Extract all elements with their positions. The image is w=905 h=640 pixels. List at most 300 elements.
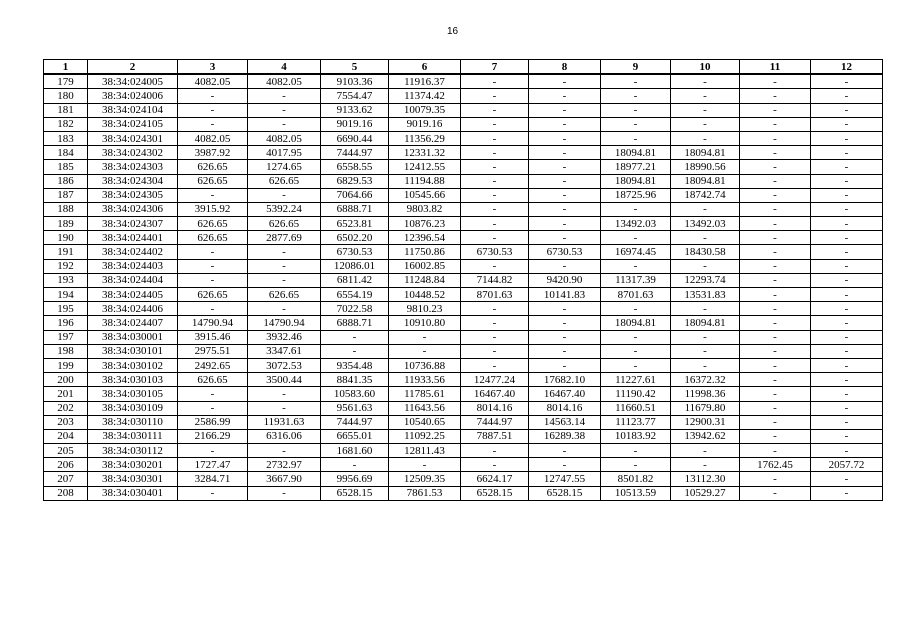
table-cell: - <box>601 131 671 145</box>
table-cell: - <box>740 74 811 89</box>
table-cell: - <box>740 146 811 160</box>
table-cell: - <box>811 89 883 103</box>
table-cell: - <box>529 117 601 131</box>
table-row <box>44 89 883 103</box>
table-cell: 38:34:030111 <box>88 429 178 443</box>
table-cell: 8841.35 <box>321 373 389 387</box>
table-cell: - <box>461 103 529 117</box>
column-header: 3 <box>178 60 248 75</box>
table-cell: - <box>529 231 601 245</box>
table-cell: - <box>811 160 883 174</box>
table-cell: 10183.92 <box>601 429 671 443</box>
table-cell: 38:34:024302 <box>88 146 178 160</box>
table-cell: 204 <box>44 429 88 443</box>
table-cell: 9019.16 <box>321 117 389 131</box>
table-row <box>44 373 883 387</box>
table-cell: - <box>601 202 671 216</box>
column-header: 2 <box>88 60 178 75</box>
table-cell: - <box>811 373 883 387</box>
column-header: 10 <box>671 60 740 75</box>
table-row <box>44 160 883 174</box>
table-cell: - <box>740 415 811 429</box>
table-cell: 38:34:024303 <box>88 160 178 174</box>
table-cell: - <box>740 117 811 131</box>
table-cell: 202 <box>44 401 88 415</box>
table-cell: - <box>671 458 740 472</box>
table-cell: 187 <box>44 188 88 202</box>
table-cell: - <box>740 202 811 216</box>
table-cell: - <box>811 117 883 131</box>
table-cell: 38:34:030401 <box>88 486 178 500</box>
table-cell: - <box>740 188 811 202</box>
table-cell: 14790.94 <box>248 316 321 330</box>
table-cell: 6811.42 <box>321 273 389 287</box>
table-cell: 206 <box>44 458 88 472</box>
table-cell: - <box>529 358 601 372</box>
table-cell: 626.65 <box>178 174 248 188</box>
table-cell: - <box>811 472 883 486</box>
table-cell: 11248.84 <box>389 273 461 287</box>
table-cell: - <box>529 74 601 89</box>
table-cell: 10583.60 <box>321 387 389 401</box>
table-cell: 3072.53 <box>248 358 321 372</box>
table-cell: 9810.23 <box>389 302 461 316</box>
table-cell: 11785.61 <box>389 387 461 401</box>
table-cell: - <box>671 302 740 316</box>
table-cell: 18977.21 <box>601 160 671 174</box>
table-cell: - <box>389 344 461 358</box>
table-cell: 6624.17 <box>461 472 529 486</box>
table-cell: - <box>461 316 529 330</box>
table-cell: 6730.53 <box>321 245 389 259</box>
table-cell: 190 <box>44 231 88 245</box>
column-header: 8 <box>529 60 601 75</box>
table-row <box>44 146 883 160</box>
table-cell: 38:34:024401 <box>88 231 178 245</box>
table-cell: - <box>671 259 740 273</box>
table-row <box>44 188 883 202</box>
table-cell: 10540.65 <box>389 415 461 429</box>
table-cell: 10876.23 <box>389 217 461 231</box>
table-cell: 16974.45 <box>601 245 671 259</box>
table-cell: - <box>601 458 671 472</box>
table-cell: 203 <box>44 415 88 429</box>
table-row <box>44 302 883 316</box>
table-cell: 197 <box>44 330 88 344</box>
table-row <box>44 259 883 273</box>
table-cell: 179 <box>44 74 88 89</box>
table-cell: - <box>740 174 811 188</box>
table-cell: 12509.35 <box>389 472 461 486</box>
table-cell: 13492.03 <box>671 217 740 231</box>
table-cell: 11190.42 <box>601 387 671 401</box>
table-cell: 38:34:030101 <box>88 344 178 358</box>
table-cell: - <box>740 245 811 259</box>
table-cell: 11750.86 <box>389 245 461 259</box>
table-cell: 3284.71 <box>178 472 248 486</box>
table-cell: - <box>740 373 811 387</box>
table-row <box>44 458 883 472</box>
table-cell: 185 <box>44 160 88 174</box>
table-cell: 7022.58 <box>321 302 389 316</box>
table-cell: 16002.85 <box>389 259 461 273</box>
table-cell: - <box>601 89 671 103</box>
table-cell: 7444.97 <box>321 146 389 160</box>
table-cell: - <box>740 217 811 231</box>
table-cell: 10529.27 <box>671 486 740 500</box>
table-cell: 12811.43 <box>389 444 461 458</box>
table-cell: 38:34:024304 <box>88 174 178 188</box>
table-cell: - <box>740 330 811 344</box>
table-cell: 6888.71 <box>321 202 389 216</box>
table-cell: 11194.88 <box>389 174 461 188</box>
column-header: 6 <box>389 60 461 75</box>
table-cell: 38:34:030103 <box>88 373 178 387</box>
table-cell: 8501.82 <box>601 472 671 486</box>
table-cell: - <box>601 74 671 89</box>
table-cell: - <box>811 231 883 245</box>
table-cell: 16289.38 <box>529 429 601 443</box>
table-cell: 4017.95 <box>248 146 321 160</box>
table-cell: 11092.25 <box>389 429 461 443</box>
table-cell: - <box>529 316 601 330</box>
table-cell: 18725.96 <box>601 188 671 202</box>
table-cell: - <box>811 330 883 344</box>
table-row <box>44 415 883 429</box>
table-cell: 38:34:030112 <box>88 444 178 458</box>
table-cell: - <box>178 302 248 316</box>
table-cell: - <box>461 358 529 372</box>
table-cell: 14563.14 <box>529 415 601 429</box>
table-cell: 3667.90 <box>248 472 321 486</box>
table-cell: - <box>461 302 529 316</box>
table-cell: 38:34:024405 <box>88 288 178 302</box>
table-cell: - <box>811 74 883 89</box>
table-cell: - <box>601 231 671 245</box>
table-cell: - <box>529 131 601 145</box>
table-cell: - <box>529 103 601 117</box>
table-cell: - <box>811 131 883 145</box>
table-cell: - <box>811 245 883 259</box>
table-cell: 201 <box>44 387 88 401</box>
table-cell: - <box>529 217 601 231</box>
table-cell: 13531.83 <box>671 288 740 302</box>
table-cell: 9803.82 <box>389 202 461 216</box>
table-cell: - <box>178 245 248 259</box>
table-cell: - <box>248 302 321 316</box>
table-cell: 626.65 <box>178 231 248 245</box>
table-cell: - <box>811 429 883 443</box>
table-row <box>44 472 883 486</box>
table-cell: 11933.56 <box>389 373 461 387</box>
table-cell: 180 <box>44 89 88 103</box>
table-cell: - <box>671 103 740 117</box>
table-cell: 8014.16 <box>461 401 529 415</box>
table-cell: - <box>740 302 811 316</box>
table-cell: 195 <box>44 302 88 316</box>
table-cell: 191 <box>44 245 88 259</box>
table-cell: - <box>529 188 601 202</box>
table-cell: 13942.62 <box>671 429 740 443</box>
table-cell: 6730.53 <box>529 245 601 259</box>
table-row <box>44 273 883 287</box>
table-cell: - <box>601 259 671 273</box>
table-cell: 182 <box>44 117 88 131</box>
table-cell: 12396.54 <box>389 231 461 245</box>
table-cell: 11931.63 <box>248 415 321 429</box>
table-cell: 38:34:030102 <box>88 358 178 372</box>
table-cell: 189 <box>44 217 88 231</box>
table-cell: - <box>671 117 740 131</box>
table-cell: - <box>811 174 883 188</box>
table-cell: 38:34:030110 <box>88 415 178 429</box>
table-cell: 626.65 <box>248 174 321 188</box>
table-cell: - <box>321 330 389 344</box>
table-cell: - <box>529 444 601 458</box>
table-cell: - <box>248 89 321 103</box>
table-cell: 4082.05 <box>178 131 248 145</box>
table-cell: 200 <box>44 373 88 387</box>
table-cell: 183 <box>44 131 88 145</box>
table-cell: 14790.94 <box>178 316 248 330</box>
column-header: 11 <box>740 60 811 75</box>
table-cell: 17682.10 <box>529 373 601 387</box>
table-cell: 7064.66 <box>321 188 389 202</box>
table-cell: - <box>740 231 811 245</box>
table-cell: 12747.55 <box>529 472 601 486</box>
table-cell: 186 <box>44 174 88 188</box>
table-cell: - <box>811 486 883 500</box>
table-row <box>44 245 883 259</box>
table-row <box>44 117 883 131</box>
table-cell: 208 <box>44 486 88 500</box>
table-row <box>44 288 883 302</box>
table-cell: 626.65 <box>248 217 321 231</box>
table-cell: 626.65 <box>248 288 321 302</box>
table-cell: - <box>811 344 883 358</box>
table-cell: 188 <box>44 202 88 216</box>
table-cell: - <box>671 74 740 89</box>
table-cell: 6502.20 <box>321 231 389 245</box>
table-cell: 38:34:024105 <box>88 117 178 131</box>
column-header: 7 <box>461 60 529 75</box>
table-cell: 7554.47 <box>321 89 389 103</box>
table-cell: 7444.97 <box>461 415 529 429</box>
table-cell: 3915.46 <box>178 330 248 344</box>
table-cell: 184 <box>44 146 88 160</box>
table-cell: 194 <box>44 288 88 302</box>
table-cell: 6888.71 <box>321 316 389 330</box>
table-cell: 9019.16 <box>389 117 461 131</box>
table-cell: - <box>740 358 811 372</box>
table-cell: - <box>740 89 811 103</box>
table-cell: - <box>811 188 883 202</box>
table-cell: - <box>389 330 461 344</box>
table-cell: 38:34:030109 <box>88 401 178 415</box>
table-cell: 10513.59 <box>601 486 671 500</box>
data-table <box>43 59 883 501</box>
table-cell: - <box>811 259 883 273</box>
table-cell: - <box>601 330 671 344</box>
table-cell: 6528.15 <box>461 486 529 500</box>
table-cell: - <box>461 217 529 231</box>
table-cell: - <box>178 117 248 131</box>
table-cell: - <box>461 330 529 344</box>
table-row <box>44 174 883 188</box>
table-cell: 38:34:024104 <box>88 103 178 117</box>
table-row <box>44 401 883 415</box>
table-cell: 9103.36 <box>321 74 389 89</box>
table-row <box>44 387 883 401</box>
table-cell: 10448.52 <box>389 288 461 302</box>
table-row <box>44 429 883 443</box>
table-row <box>44 131 883 145</box>
table-cell: - <box>461 259 529 273</box>
table-row <box>44 344 883 358</box>
table-cell: 3987.92 <box>178 146 248 160</box>
table-cell: 8701.63 <box>461 288 529 302</box>
table-cell: 38:34:024306 <box>88 202 178 216</box>
table-cell: 11643.56 <box>389 401 461 415</box>
table-cell: 7861.53 <box>389 486 461 500</box>
table-cell: 18094.81 <box>671 174 740 188</box>
table-cell: 38:34:024406 <box>88 302 178 316</box>
column-header: 4 <box>248 60 321 75</box>
table-cell: - <box>461 188 529 202</box>
table-cell: 13492.03 <box>601 217 671 231</box>
table-cell: 16467.40 <box>461 387 529 401</box>
table-cell: 9420.90 <box>529 273 601 287</box>
table-cell: - <box>529 330 601 344</box>
table-row <box>44 103 883 117</box>
table-cell: - <box>248 188 321 202</box>
table-cell: - <box>178 387 248 401</box>
table-cell: 18094.81 <box>671 146 740 160</box>
table-cell: - <box>461 202 529 216</box>
table-cell: 38:34:024402 <box>88 245 178 259</box>
table-cell: - <box>740 103 811 117</box>
table-cell: - <box>461 344 529 358</box>
table-cell: - <box>529 259 601 273</box>
table-cell: - <box>461 231 529 245</box>
table-cell: - <box>811 387 883 401</box>
table-cell: - <box>740 387 811 401</box>
table-row <box>44 202 883 216</box>
table-cell: 198 <box>44 344 88 358</box>
table-cell: 10910.80 <box>389 316 461 330</box>
table-cell: 6528.15 <box>529 486 601 500</box>
table-cell: 38:34:024006 <box>88 89 178 103</box>
table-cell: 2492.65 <box>178 358 248 372</box>
table-cell: - <box>740 273 811 287</box>
table-cell: 4082.05 <box>178 74 248 89</box>
table-cell: 6558.55 <box>321 160 389 174</box>
table-cell: - <box>529 146 601 160</box>
table-cell: - <box>461 160 529 174</box>
table-cell: - <box>811 401 883 415</box>
table-cell: 6316.06 <box>248 429 321 443</box>
column-header: 1 <box>44 60 88 75</box>
table-cell: 193 <box>44 273 88 287</box>
table-cell: - <box>601 103 671 117</box>
table-cell: - <box>671 330 740 344</box>
table-cell: - <box>389 458 461 472</box>
table-cell: 4082.05 <box>248 74 321 89</box>
table-cell: - <box>811 146 883 160</box>
table-cell: - <box>461 444 529 458</box>
table-row <box>44 231 883 245</box>
table-cell: - <box>529 458 601 472</box>
table-cell: - <box>601 117 671 131</box>
table-cell: 6554.19 <box>321 288 389 302</box>
table-cell: - <box>321 458 389 472</box>
table-cell: 38:34:024404 <box>88 273 178 287</box>
table-cell: 4082.05 <box>248 131 321 145</box>
table-cell: 9956.69 <box>321 472 389 486</box>
table-cell: - <box>248 103 321 117</box>
table-cell: - <box>529 89 601 103</box>
table-cell: 192 <box>44 259 88 273</box>
table-cell: - <box>740 444 811 458</box>
table-cell: 2057.72 <box>811 458 883 472</box>
table-cell: - <box>601 344 671 358</box>
table-cell: - <box>740 401 811 415</box>
table-row <box>44 217 883 231</box>
table-row <box>44 486 883 500</box>
table-cell: 38:34:030105 <box>88 387 178 401</box>
table-cell: - <box>811 358 883 372</box>
table-cell: - <box>811 273 883 287</box>
table-cell: 38:34:030201 <box>88 458 178 472</box>
table-cell: - <box>461 89 529 103</box>
table-cell: 2877.69 <box>248 231 321 245</box>
table-cell: - <box>740 259 811 273</box>
table-cell: 6523.81 <box>321 217 389 231</box>
table-cell: - <box>740 429 811 443</box>
table-cell: 6528.15 <box>321 486 389 500</box>
table-cell: 12293.74 <box>671 273 740 287</box>
table-cell: 6690.44 <box>321 131 389 145</box>
table-cell: - <box>178 486 248 500</box>
table-cell: - <box>178 444 248 458</box>
table-cell: 18742.74 <box>671 188 740 202</box>
table-cell: 16467.40 <box>529 387 601 401</box>
table-cell: 38:34:030001 <box>88 330 178 344</box>
table-cell: 2586.99 <box>178 415 248 429</box>
table-cell: 10141.83 <box>529 288 601 302</box>
table-cell: - <box>248 259 321 273</box>
table-cell: - <box>178 188 248 202</box>
table-cell: - <box>248 387 321 401</box>
table-cell: 11916.37 <box>389 74 461 89</box>
table-cell: 38:34:024307 <box>88 217 178 231</box>
header-row <box>44 60 883 75</box>
table-cell: 11679.80 <box>671 401 740 415</box>
table-cell: - <box>811 444 883 458</box>
table-cell: - <box>740 344 811 358</box>
table-cell: 13112.30 <box>671 472 740 486</box>
table-cell: 38:34:024305 <box>88 188 178 202</box>
table-cell: 196 <box>44 316 88 330</box>
table-cell: 18094.81 <box>671 316 740 330</box>
table-cell: 38:34:024301 <box>88 131 178 145</box>
table-cell: - <box>248 486 321 500</box>
table-cell: - <box>529 160 601 174</box>
table-cell: 207 <box>44 472 88 486</box>
table-cell: 12412.55 <box>389 160 461 174</box>
table-cell: - <box>671 202 740 216</box>
table-cell: 5392.24 <box>248 202 321 216</box>
